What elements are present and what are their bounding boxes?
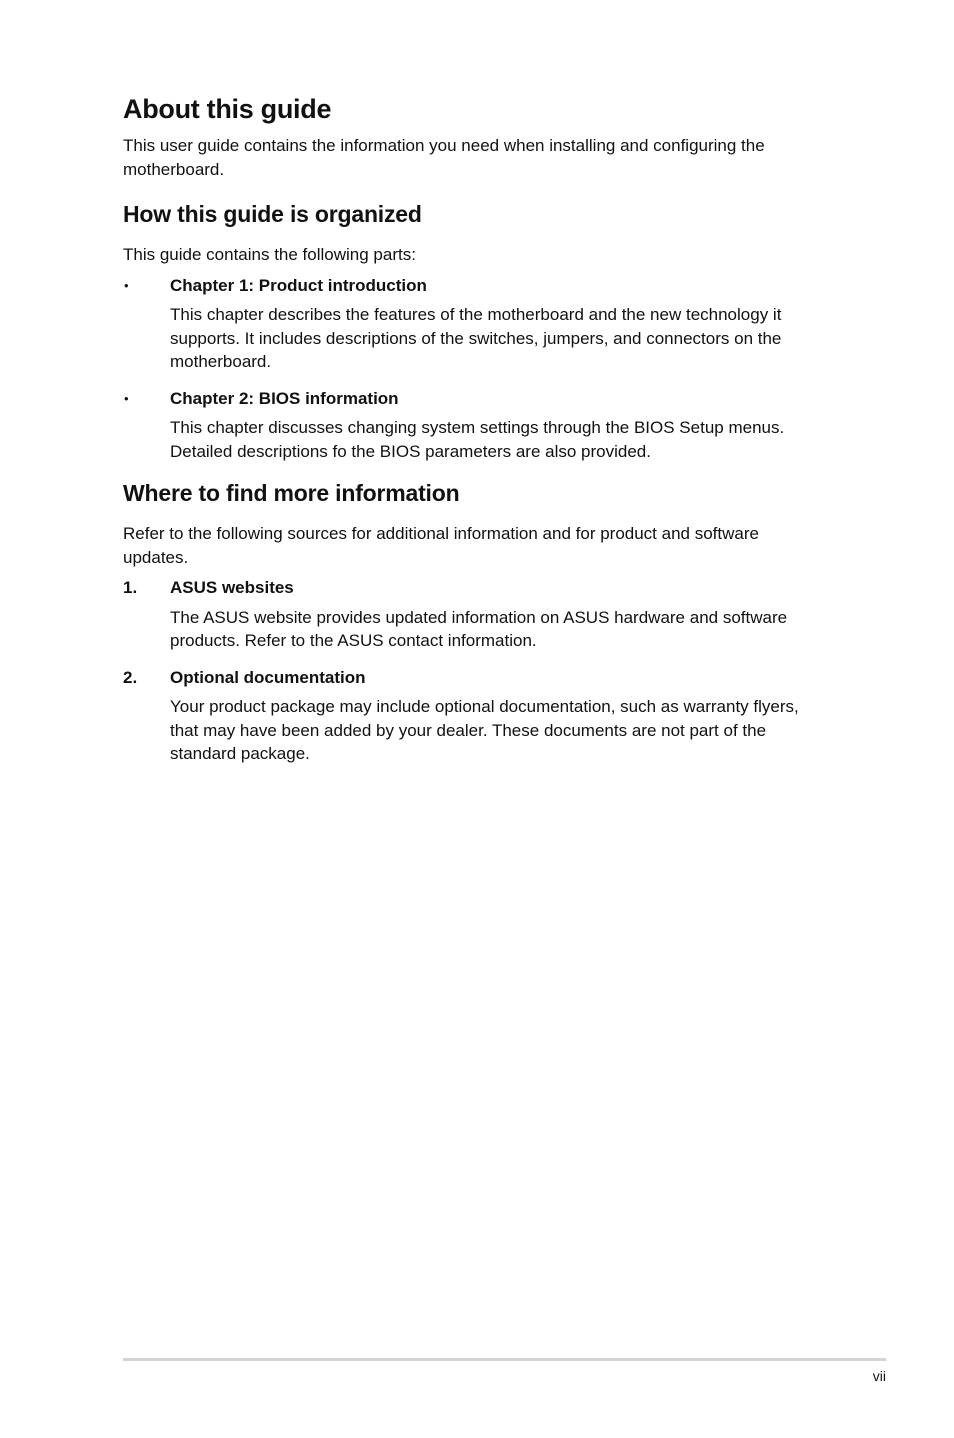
chapter-1-title: Chapter 1: Product introduction (170, 275, 427, 295)
optional-documentation-item (123, 666, 823, 766)
about-body: This user guide contains the information you need when installing and configuring the motherboard. (123, 136, 765, 179)
asus-websites-item (123, 576, 823, 653)
page-number: vii (872, 1368, 886, 1384)
optional-documentation-description: Your product package may include optional documentation, such as warranty flyers, that may have been added by your dealer. These documents are not part of the standard package. (170, 697, 799, 763)
optional-documentation-title: Optional documentation (170, 667, 366, 687)
asus-websites-title: ASUS websites (170, 578, 294, 597)
more-info-intro: Refer to the following sources for additional information and for product and software updates. (123, 524, 759, 567)
number-marker: 2. (123, 667, 138, 687)
organized-heading: How this guide is organized (123, 201, 422, 227)
bullet-marker: • (124, 277, 129, 293)
more-info-heading: Where to find more information (123, 480, 460, 506)
footer-divider (123, 1358, 886, 1361)
organized-intro: This guide contains the following parts: (123, 245, 416, 264)
chapter-1-item (123, 274, 823, 374)
number-marker: 1. (123, 578, 138, 597)
chapter-1-description: This chapter describes the features of the motherboard and the new technology it supports. It includes descriptions of the switches, jumpers, and connectors on the motherboard. (170, 305, 782, 371)
chapter-2-item (123, 387, 823, 464)
chapter-2-description: This chapter discusses changing system settings through the BIOS Setup menus. Detailed descriptions fo the BIOS parameters are also provided. (170, 418, 785, 461)
asus-websites-description: The ASUS website provides updated information on ASUS hardware and software products. Refer to the ASUS contact information. (170, 607, 788, 650)
about-heading: About this guide (123, 94, 332, 124)
bullet-marker: • (124, 390, 129, 406)
chapter-2-title: Chapter 2: BIOS information (170, 388, 399, 408)
page-content (123, 92, 823, 779)
